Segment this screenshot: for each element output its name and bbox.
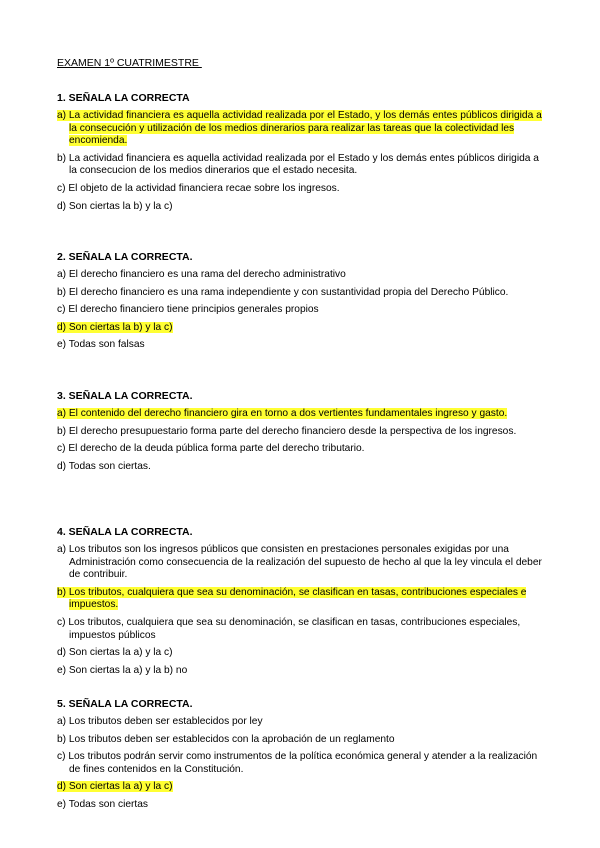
option-e: e) Todas son falsas (57, 339, 145, 351)
question-title: 1. SEÑALA LA CORRECTA (57, 92, 190, 104)
option-d: d) Son ciertas la b) y la c) (57, 200, 173, 212)
option-c: c) El objeto de la actividad financiera recae sobre los ingresos. (57, 182, 340, 194)
question-title: 2. SEÑALA LA CORRECTA. (57, 251, 193, 263)
option-d: d) Son ciertas la a) y la c) (57, 647, 173, 659)
option-b: b) La actividad financiera es aquella actividad realizada por el Estado y los demás entes públicos dirigida a la consecucion de los medios dinerarios que el estado necesita. (57, 152, 539, 177)
question-3 (57, 390, 547, 478)
option-d: d) Son ciertas la a) y la c) (57, 781, 173, 793)
question-5 (57, 698, 547, 817)
option-a: a) Los tributos son los ingresos públicos que consisten en prestaciones personales exigidas por una Administración como consecuencia de la realización del supuesto de hecho al que la ley vincula el deber de contribuir. (57, 544, 542, 581)
option-b: b) Los tributos, cualquiera que sea su denominación, se clasifican en tasas, contribuciones especiales e impuestos. (57, 586, 527, 611)
question-title: 3. SEÑALA LA CORRECTA. (57, 390, 193, 402)
option-d: d) Son ciertas la b) y la c) (57, 321, 173, 333)
option-a: a) Los tributos deben ser establecidos por ley (57, 716, 263, 727)
option-e: e) Son ciertas la a) y la b) no (57, 664, 188, 676)
option-a: a) El derecho financiero es una rama del derecho administrativo (57, 269, 346, 280)
option-d: d) Todas son ciertas. (57, 460, 151, 472)
option-a: a) El contenido del derecho financiero gira en torno a dos vertientes fundamentales ingreso y gasto. (57, 408, 508, 419)
option-e: e) Todas son ciertas (57, 798, 148, 810)
question-title: 4. SEÑALA LA CORRECTA. (57, 526, 193, 538)
question-1 (57, 92, 547, 218)
option-b: b) Los tributos deben ser establecidos con la aprobación de un reglamento (57, 733, 395, 745)
question-4 (57, 526, 547, 682)
question-2 (57, 251, 547, 357)
option-b: b) El derecho financiero es una rama independiente y con sustantividad propia del Derecho Público. (57, 286, 509, 298)
option-c: c) El derecho de la deuda pública forma parte del derecho tributario. (57, 443, 365, 455)
option-c: c) Los tributos, cualquiera que sea su denominación, se clasifican en tasas, contribuciones especiales, impuestos públicos (57, 616, 521, 641)
option-c: c) Los tributos podrán servir como instrumentos de la política económica general y atender a la realización de fines contenidos en la Constitución. (57, 751, 538, 775)
option-b: b) El derecho presupuestario forma parte del derecho financiero desde la perspectiva de los ingresos. (57, 425, 517, 437)
question-title: 5. SEÑALA LA CORRECTA. (57, 698, 193, 710)
option-c: c) El derecho financiero tiene principios generales propios (57, 304, 319, 316)
option-a: a) La actividad financiera es aquella actividad realizada por el Estado, y los demás entes públicos dirigida a la consecución y utilización de los medios dinerarios para realizar las tareas que la colectividad les encomienda. (57, 110, 542, 147)
exam-title: EXAMEN 1º CUATRIMESTRE (57, 57, 202, 69)
